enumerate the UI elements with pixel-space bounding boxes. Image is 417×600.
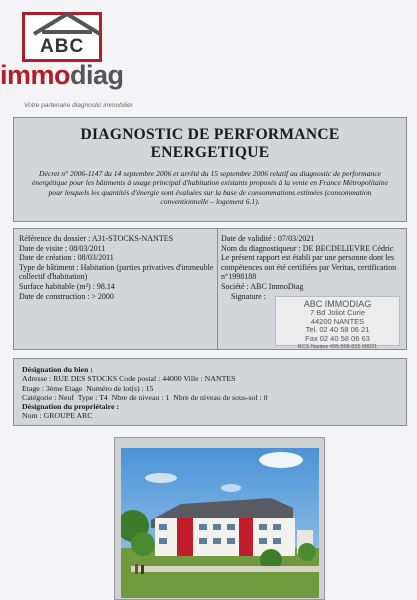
- house-roof-icon: [32, 8, 102, 38]
- stamp-street: 7 Bd Joliot Curie: [309, 308, 366, 317]
- stamp-name: ABC IMMODIAG: [303, 299, 372, 309]
- logo-abc-text: ABC: [40, 36, 85, 57]
- validity-date: Date de validité : 07/03/2021: [221, 234, 315, 243]
- building-photo-frame: [114, 437, 325, 600]
- living-area: Surface habitable (m²) : 98.14: [19, 281, 115, 291]
- decree-text: Décret n° 2006-1147 du 14 septembre 2006 et arrêté du 15 septembre 2006 relatif au diagnostic de performance énergétique pour les bâtiments à usage principal d'habitation existants proposés à la vente en France Métropolitaine pour lesquels les quantités d'énergie sont évaluées sur la base de consommations estimées (consommation conventionnelle – logement 6.1).: [31, 169, 389, 206]
- property-details: [22, 365, 402, 421]
- title-line-1: DIAGNOSTIC DE PERFORMANCE: [80, 126, 340, 143]
- property-panel: [13, 358, 407, 426]
- dossier-reference: Référence du dossier : A31-STOCKS-NANTES: [19, 234, 174, 243]
- logo-immo: immo: [0, 60, 71, 90]
- logo-immodiag-text: [0, 60, 124, 91]
- document-title: [14, 126, 406, 162]
- abc-immodiag-logo: [0, 8, 200, 109]
- title-line-2: ENERGETIQUE: [150, 144, 270, 161]
- property-heading: Désignation du bien :: [22, 365, 93, 374]
- logo-tagline: Votre partenaire diagnostic immobilier: [24, 102, 133, 109]
- company-stamp: [275, 296, 400, 350]
- title-panel: [13, 117, 407, 222]
- dossier-column: [19, 234, 214, 301]
- stamp-tel: Tel. 02 40 58 06 21: [305, 325, 370, 335]
- logo-diag: diag: [70, 60, 124, 90]
- diagnostician-name: Nom du diagnostiqueur : DE BECDELIEVRE Cédric: [221, 243, 394, 253]
- validity-column: [221, 234, 404, 301]
- creation-date: Date de création : 08/03/2011: [19, 253, 114, 263]
- signature-label: Signature :: [231, 291, 266, 301]
- building-type: Type de bâtiment : Habitation (parties privatives d'immeuble collectif d'habitation): [19, 262, 216, 282]
- property-address: Adresse : RUE DES STOCKS Code postal : 44000 Ville : NANTES: [22, 374, 236, 384]
- stamp-city: 44200 NANTES: [310, 316, 365, 326]
- building-illustration: [121, 448, 319, 598]
- stamp-rcs: RCS Nantes 495 006 835 00021: [297, 343, 378, 350]
- stamp-fax: Fax 02 40 58 06 63: [305, 334, 370, 344]
- construction-date: Date de construction : > 2000: [19, 291, 114, 301]
- owner-name: Nom : GROUPE ARC: [22, 411, 93, 421]
- column-divider: [217, 229, 218, 349]
- property-category: Catégorie : Neuf Type : T4 Nbre de niveau : 1 Nbre de niveau de sous-sol : 0: [22, 392, 268, 402]
- owner-heading: Désignation du propriétaire :: [22, 402, 119, 412]
- visit-date: Date de visite : 08/03/2011: [19, 243, 106, 253]
- certification-text: Le présent rapport est établi par une personne dont les compétences ont été certifiées par Veritas, certification n°1998188: [221, 253, 399, 282]
- property-floor: Etage : 3ème Etage Numéro de lot(s) : 15: [22, 383, 154, 393]
- company-name: Société : ABC ImmoDiag: [221, 281, 304, 291]
